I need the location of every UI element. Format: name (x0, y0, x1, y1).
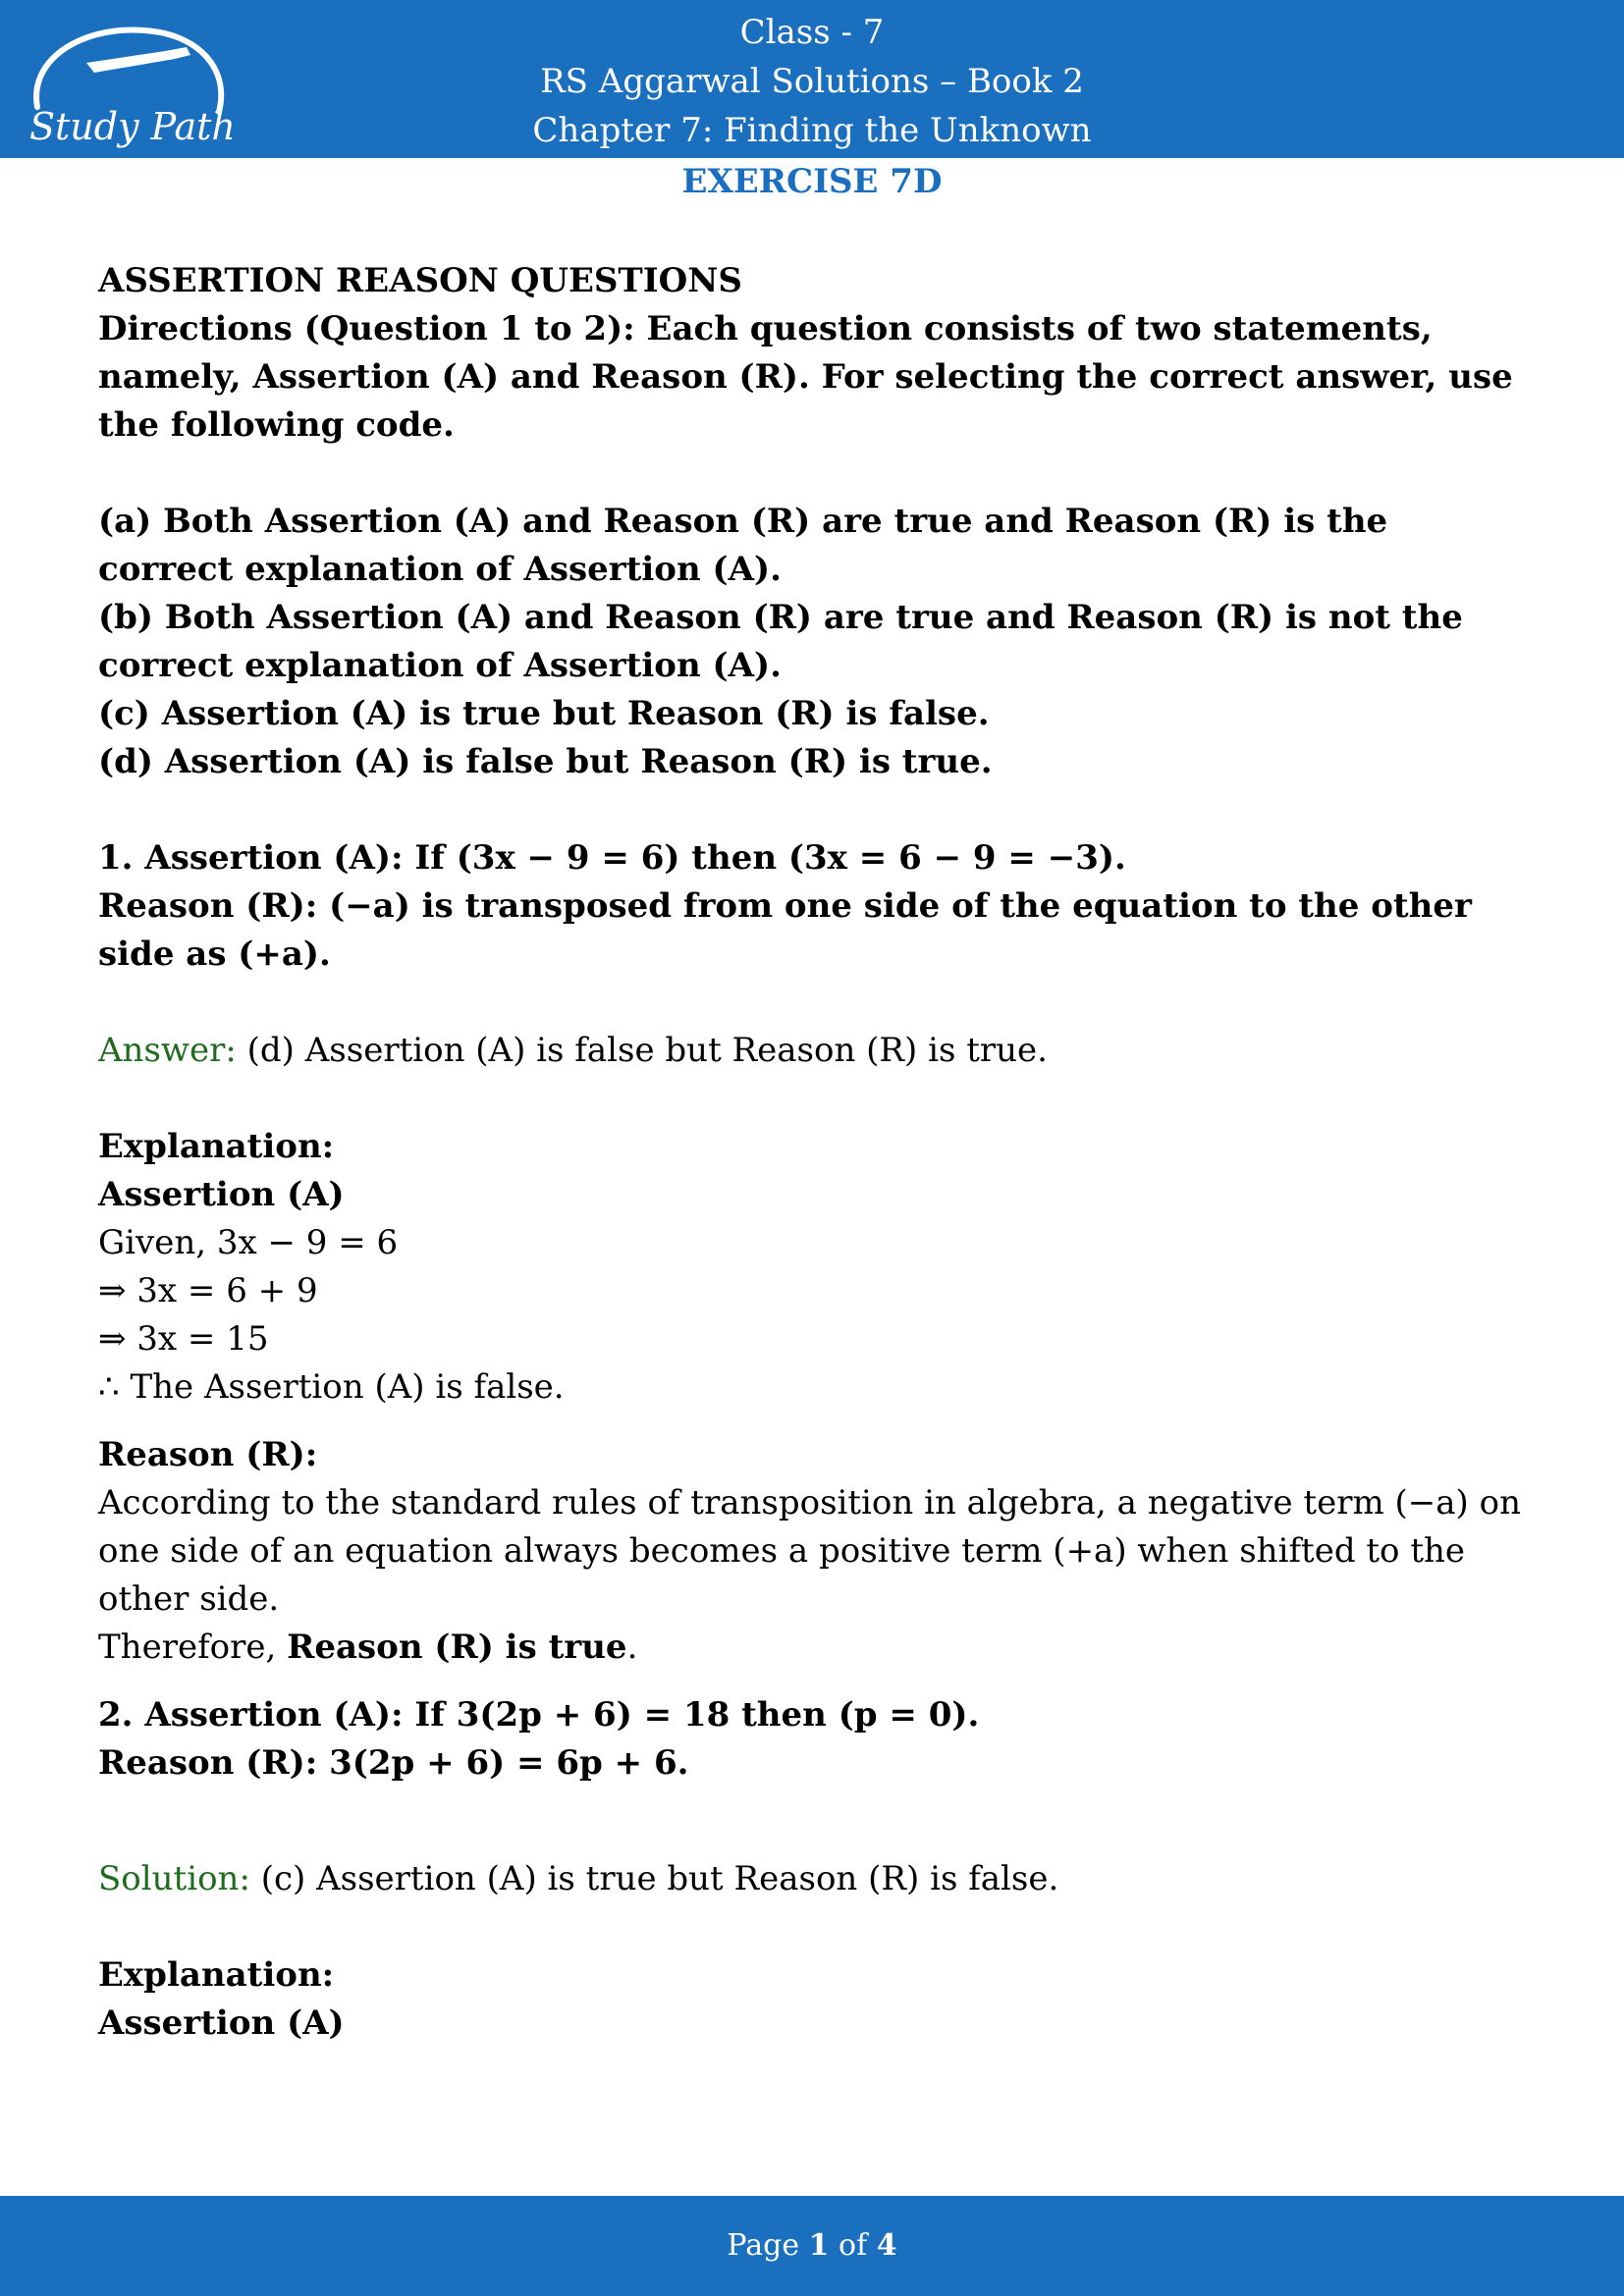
q1-reason: Reason (R): (−a) is transposed from one side of the equation to the other side as (+a). (98, 886, 1472, 974)
q2-reason: Reason (R): 3(2p + 6) = 6p + 6. (98, 1743, 689, 1783)
q1-reason-heading: Reason (R): (98, 1435, 318, 1474)
footer-page-word: Page (727, 2228, 809, 2263)
q2-assertion: 2. Assertion (A): If 3(2p + 6) = 18 then (p = 0). (98, 1695, 980, 1735)
header-class: Class - 7 (739, 13, 885, 52)
solution-label: Solution: (98, 1859, 250, 1898)
q2-solution (98, 1855, 1532, 1903)
q1-step-3: ⇒ 3x = 15 (98, 1319, 269, 1359)
q1-explanation-label: Explanation: (98, 1127, 335, 1166)
logo-text: Study Path (29, 105, 236, 148)
option-a: (a) Both Assertion (A) and Reason (R) are true and Reason (R) is the correct explanation of Assertion (A). (98, 502, 1388, 589)
header-chapter: Chapter 7: Finding the Unknown (532, 111, 1092, 150)
q1-therefore (98, 1624, 1532, 1672)
therefore-prefix: Therefore, (98, 1628, 288, 1667)
section-title: ASSERTION REASON QUESTIONS (98, 261, 742, 300)
q1-answer (98, 1027, 1532, 1075)
q1-reason-text: According to the standard rules of transposition in algebra, a negative term (−a) on one side of an equation always becomes a positive term (+a) when shifted to the other side. (98, 1483, 1521, 1619)
option-b: (b) Both Assertion (A) and Reason (R) are true and Reason (R) is not the correct explanation of Assertion (A). (98, 598, 1463, 685)
solution-text: (c) Assertion (A) is true but Reason (R) is false. (249, 1859, 1059, 1898)
q2-assertion-heading: Assertion (A) (98, 2003, 345, 2043)
footer-current-page: 1 (808, 2228, 830, 2263)
option-d: (d) Assertion (A) is false but Reason (R) is true. (98, 742, 993, 781)
directions-text: Directions (Question 1 to 2): Each question consists of two statements, namely, Assertion (A) and Reason (R). For selecting the correct answer, use the following code. (98, 309, 1513, 445)
footer-total-pages: 4 (876, 2228, 897, 2263)
q1-assertion: 1. Assertion (A): If (3x − 9 = 6) then (3x = 6 − 9 = −3). (98, 838, 1126, 878)
q1-step-conclusion: ∴ The Assertion (A) is false. (98, 1367, 565, 1407)
q2-explanation-label: Explanation: (98, 1955, 335, 1995)
q1-step-2: ⇒ 3x = 6 + 9 (98, 1271, 318, 1310)
page-footer (0, 2196, 1624, 2296)
answer-label: Answer: (98, 1031, 237, 1070)
therefore-bold: Reason (R) is true (287, 1628, 627, 1667)
page-header (0, 0, 1624, 158)
therefore-suffix: . (626, 1628, 638, 1667)
footer-of-word: of (829, 2228, 877, 2263)
q1-assertion-heading: Assertion (A) (98, 1175, 345, 1214)
header-book: RS Aggarwal Solutions – Book 2 (540, 62, 1084, 101)
q1-step-given: Given, 3x − 9 = 6 (98, 1223, 399, 1262)
option-c: (c) Assertion (A) is true but Reason (R) is false. (98, 694, 990, 733)
page-content (98, 257, 1532, 2048)
answer-text: (d) Assertion (A) is false but Reason (R) is true. (236, 1031, 1048, 1070)
exercise-title: EXERCISE 7D (681, 162, 943, 201)
